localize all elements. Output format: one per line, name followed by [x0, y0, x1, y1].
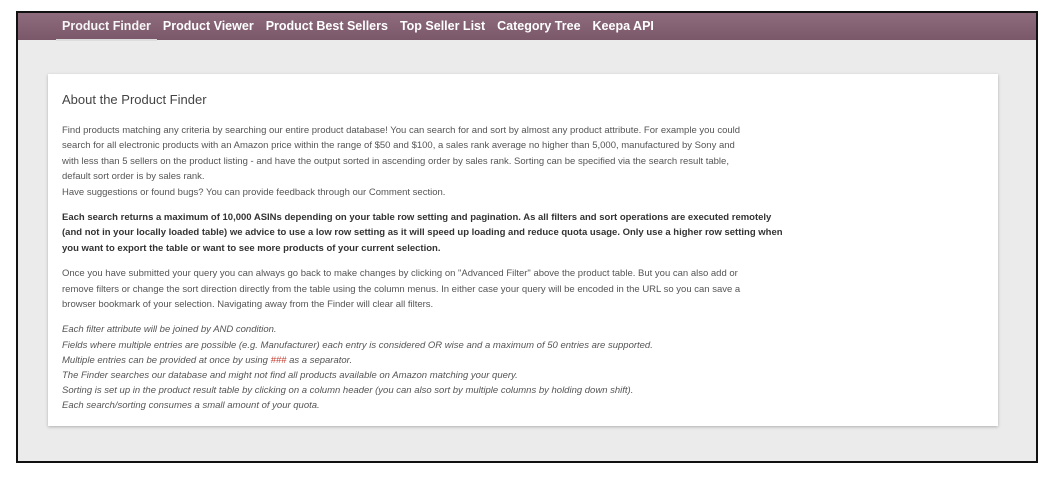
about-card [48, 74, 998, 426]
intro-line: Find products matching any criteria by searching our entire product database! You can search for and sort by almost any product attribute. For example you could [62, 125, 741, 136]
tab-category-tree[interactable]: Category Tree [497, 19, 581, 33]
filters-line: browser bookmark of your selection. Navigating away from the Finder will clear all filters. [62, 299, 434, 311]
tab-product-best-sellers[interactable]: Product Best Sellers [265, 19, 388, 33]
warning-line: you want to export the table or want to see more products of your current selection. [62, 242, 441, 254]
card-title: About the Product Finder [62, 92, 207, 107]
note-line: Each filter attribute will be joined by AND condition. [62, 324, 277, 336]
intro-line: default sort order is by sales rank. [62, 171, 205, 183]
top-navbar [18, 13, 1036, 40]
intro-line: with less than 5 sellers on the product listing - and have the output sorted in ascending order by sales rank. Sorting can be specified via the search result table, [62, 155, 729, 167]
limit-warning-paragraph [62, 210, 787, 256]
note-line: Sorting is set up in the product result table by clicking on a column header (you can also sort by multiple columns by holding down shift). [62, 385, 634, 397]
separator-token: ### [270, 354, 287, 366]
warning-line: (and not in your locally loaded table) we advice to use a low row setting as it will speed up loading and reduce quota usage. Only use a higher row setting when [62, 227, 783, 239]
filters-line: remove filters or change the sort direction directly from the table using the column menus. In either case your query will be encoded in the URL so you can save a [62, 283, 741, 295]
note-text: Multiple entries can be provided at once by using [62, 354, 271, 366]
warning-line: Each search returns a maximum of 10,000 ASINs depending on your table row setting and pagination. As all filters and sort operations are executed remotely [62, 212, 772, 224]
filters-line: Once you have submitted your query you can always go back to make changes by clicking on "Advanced Filter" above the product table. But you can also add or [62, 268, 738, 280]
notes-list [62, 322, 984, 413]
intro-paragraph [62, 123, 787, 200]
note-line: Each search/sorting consumes a small amount of your quota. [62, 400, 320, 412]
app-frame [16, 11, 1038, 463]
note-line: The Finder searches our database and might not find all products available on Amazon matching your query. [62, 370, 518, 382]
note-line: Fields where multiple entries are possible (e.g. Manufacturer) each entry is considered OR wise and a maximum of 50 entries are supported. [62, 339, 653, 351]
intro-line: search for all electronic products with an Amazon price within the range of $50 and $100, a sales rank average no higher than 5,000, manufactured by Sony and [62, 140, 735, 152]
tab-product-viewer[interactable]: Product Viewer [162, 19, 254, 33]
feedback-line: Have suggestions or found bugs? You can provide feedback through our Comment section. [62, 186, 446, 198]
filters-paragraph [62, 266, 787, 312]
note-text: as a separator. [286, 354, 353, 366]
tab-top-seller-list[interactable]: Top Seller List [399, 19, 486, 33]
tab-keepa-api[interactable]: Keepa API [592, 19, 654, 33]
note-line [62, 353, 984, 368]
tab-product-finder[interactable]: Product Finder [56, 13, 157, 40]
